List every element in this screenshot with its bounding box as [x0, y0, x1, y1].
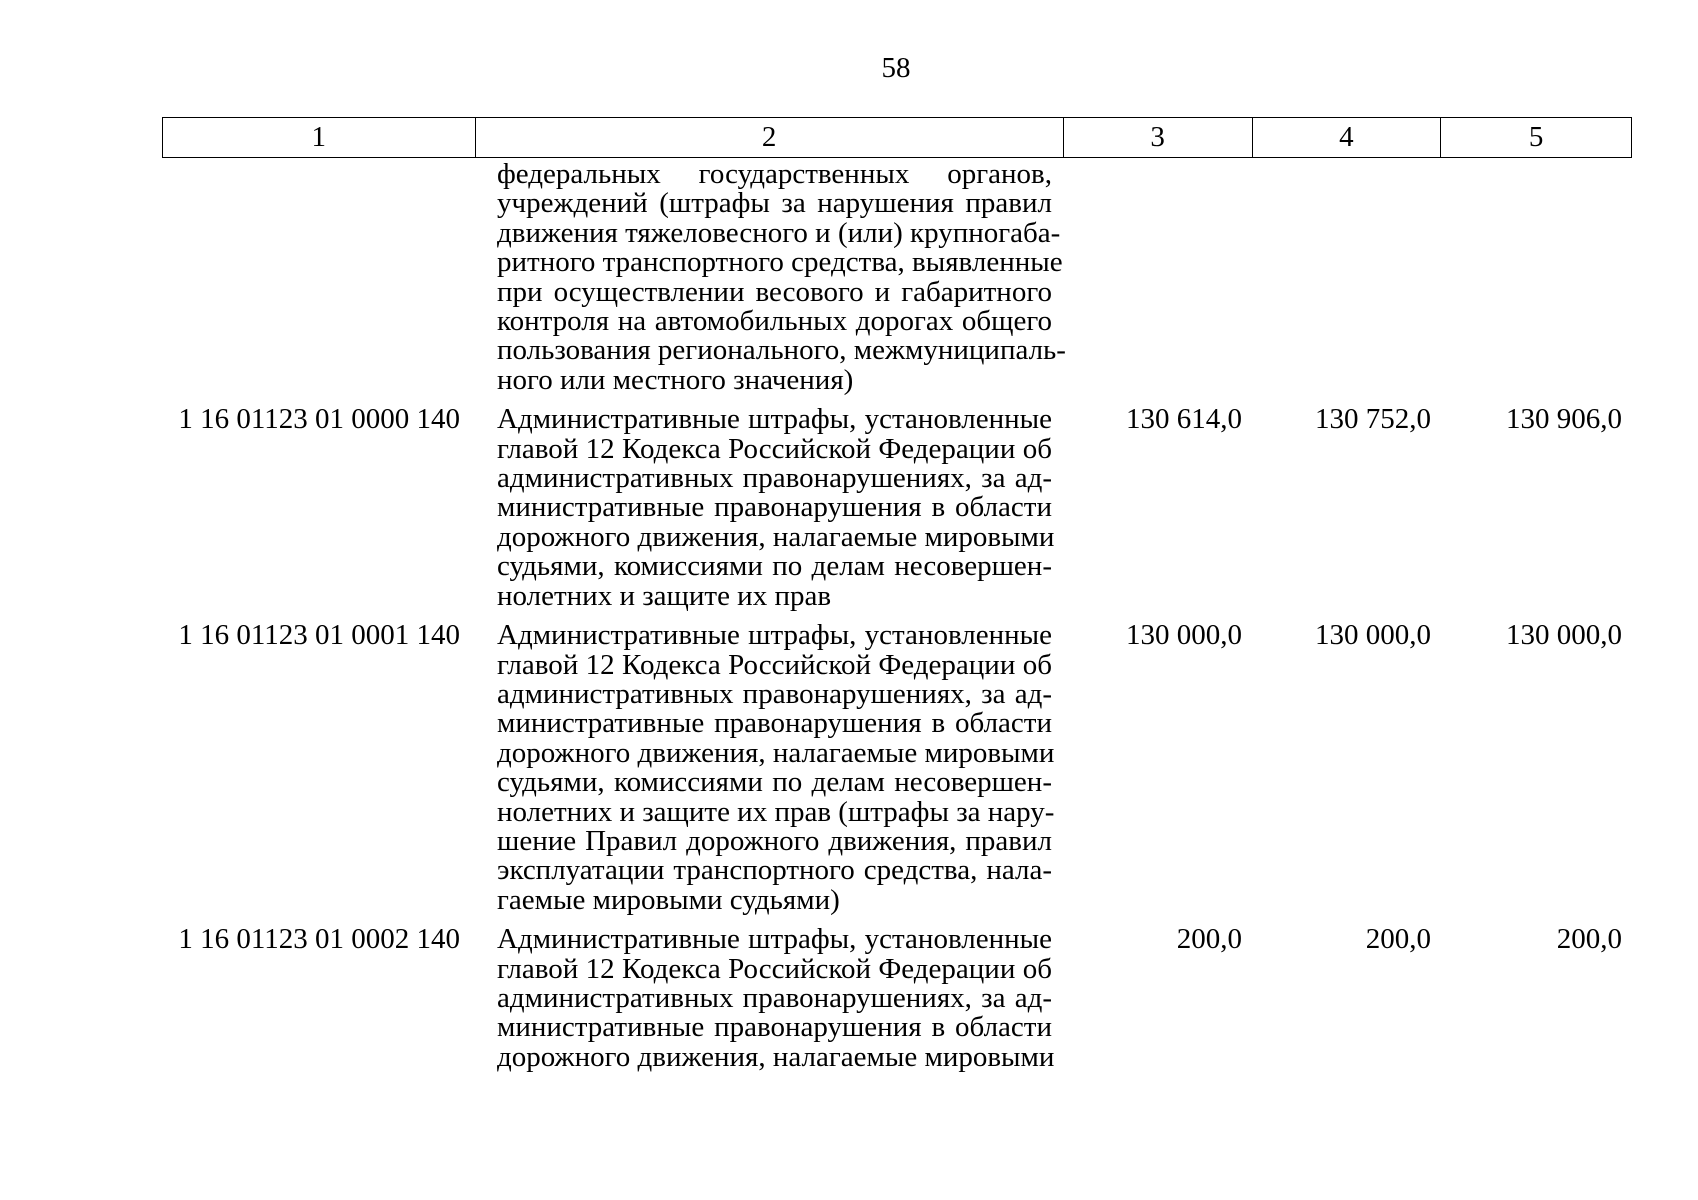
- amount-column-5: [1441, 160, 1632, 395]
- description-line: при осуществлении весового и габаритного: [497, 275, 1052, 308]
- description-line: судьями, комиссиями по делам несовершен-: [497, 766, 1052, 799]
- classification-code: 1 16 01123 01 0001 140: [178, 619, 460, 652]
- description-line: главой 12 Кодекса Российской Федерации об: [497, 432, 1052, 465]
- description-line: главой 12 Кодекса Российской Федерации об: [497, 952, 1052, 985]
- description-line: дорожного движения, налагаемые мировыми: [497, 1040, 1055, 1073]
- description-line: министративные правонарушения в области: [497, 491, 1052, 524]
- table-row: [162, 405, 1632, 611]
- column-header-3: 3: [1063, 118, 1252, 157]
- income-description: [474, 405, 1063, 611]
- amount-column-3: [1063, 160, 1252, 395]
- amount-column-4: 200,0: [1365, 923, 1431, 956]
- amount-column-3: 200,0: [1176, 923, 1242, 956]
- amount-column-4: 130 000,0: [1315, 619, 1431, 652]
- description-line: нолетних и защите их прав (штрафы за нару-: [497, 795, 1055, 828]
- description-line: ритного транспортного средства, выявленные: [497, 246, 1063, 279]
- description-line: эксплуатации транспортного средства, нала-: [497, 854, 1052, 887]
- description-line: гаемые мировыми судьями): [497, 883, 840, 916]
- amount-column-5: 200,0: [1556, 923, 1622, 956]
- description-line: Административные штрафы, установленные: [497, 619, 1052, 652]
- description-line: шение Правил дорожного движения, правил: [497, 824, 1052, 857]
- description-line: ного или местного значения): [497, 363, 854, 396]
- income-description: [474, 158, 1066, 396]
- description-line: административных правонарушениях, за ад-: [497, 981, 1052, 1014]
- amount-column-3: 130 614,0: [1126, 403, 1242, 436]
- description-line: дорожного движения, налагаемые мировыми: [497, 736, 1055, 769]
- description-line: учреждений (штрафы за нарушения правил: [497, 187, 1052, 220]
- description-line: движения тяжеловесного и (или) крупногаба-: [497, 216, 1061, 249]
- column-header-5: 5: [1440, 118, 1631, 157]
- table-row: [162, 925, 1632, 1072]
- classification-code: 1 16 01123 01 0002 140: [178, 923, 460, 956]
- table-body: [162, 160, 1632, 1072]
- description-line: судьями, комиссиями по делам несовершен-: [497, 550, 1052, 583]
- description-line: министративные правонарушения в области: [497, 707, 1052, 740]
- column-header-2: 2: [475, 118, 1063, 157]
- amount-column-5: 130 906,0: [1506, 403, 1622, 436]
- column-header-1: 1: [311, 121, 327, 153]
- description-line: административных правонарушениях, за ад-: [497, 677, 1052, 710]
- description-line: пользования регионального, межмуниципаль-: [497, 334, 1066, 367]
- income-description: [474, 621, 1063, 915]
- description-line: нолетних и защите их прав: [497, 579, 832, 612]
- amount-column-4: 130 752,0: [1315, 403, 1431, 436]
- amount-column-4: [1252, 160, 1441, 395]
- description-line: Административные штрафы, установленные: [497, 923, 1052, 956]
- amount-column-5: 130 000,0: [1506, 619, 1622, 652]
- page-number: 58: [881, 52, 911, 84]
- table-header: [162, 117, 1632, 158]
- amount-column-3: 130 000,0: [1126, 619, 1242, 652]
- table-row: [162, 160, 1632, 395]
- description-line: Административные штрафы, установленные: [497, 403, 1052, 436]
- description-line: контроля на автомобильных дорогах общего: [497, 305, 1052, 338]
- description-line: главой 12 Кодекса Российской Федерации об: [497, 648, 1052, 681]
- description-line: административных правонарушениях, за ад-: [497, 462, 1052, 495]
- description-line: министративные правонарушения в области: [497, 1011, 1052, 1044]
- classification-code: [162, 160, 474, 395]
- classification-code: 1 16 01123 01 0000 140: [178, 403, 460, 436]
- income-description: [474, 925, 1063, 1072]
- column-header-4: 4: [1252, 118, 1441, 157]
- description-line: дорожного движения, налагаемые мировыми: [497, 520, 1055, 553]
- description-line: федеральных государственных органов,: [497, 158, 1052, 190]
- table-row: [162, 621, 1632, 915]
